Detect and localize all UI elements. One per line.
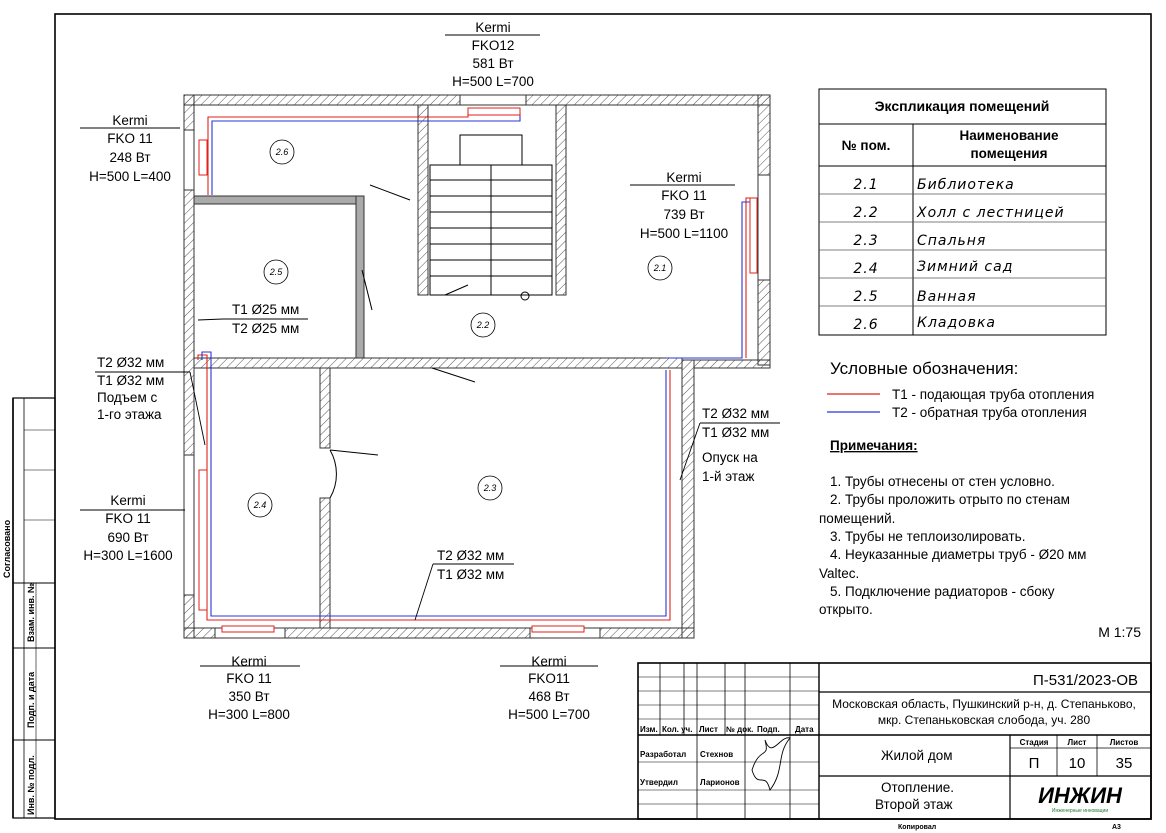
rad5-power: 350 Вт: [228, 689, 270, 704]
room-tag-2-1: 2.1: [653, 263, 667, 273]
note-line: Valtec.: [819, 566, 860, 581]
legend-t1-label: T1 - подающая труба отопления: [892, 387, 1095, 402]
rad3-power: 739 Вт: [663, 207, 705, 222]
explication-name: Кладовка: [917, 315, 996, 331]
tb-logo: ИНЖИН: [1038, 783, 1122, 808]
tb-sheet-label: Лист: [1067, 738, 1087, 747]
label-main-t2: T2 Ø32 мм: [437, 548, 505, 563]
tb-sheets-label: Листов: [1109, 738, 1139, 747]
rad4-model: FKO 11: [105, 511, 151, 526]
rad6-dims: H=500 L=700: [508, 707, 590, 722]
side-inv-vzam: Взам. инв. №: [26, 582, 36, 642]
label-riser-up-2: 1-го этажа: [97, 407, 162, 422]
label-riser-up-1: Подъем с: [97, 390, 158, 405]
tb-address-2: мкр. Степаньковская слобода, уч. 280: [877, 713, 1091, 727]
note-line: 1. Трубы отнесены от стен условно.: [830, 474, 1055, 489]
room-tag-2-3: 2.3: [483, 483, 497, 493]
tb-copied: Копировал: [898, 824, 937, 831]
rad4-brand: Kermi: [110, 493, 146, 508]
room-tag-2-2: 2.2: [476, 320, 490, 330]
label-riser-down-1: Опуск на: [702, 450, 758, 465]
rad1-power: 581 Вт: [472, 56, 514, 71]
note-line: 4. Неуказанные диаметры труб - Ø20 мм: [830, 547, 1087, 562]
explication-name: Спальня: [917, 233, 987, 249]
explication-num: 2.3: [853, 233, 879, 249]
tb-format: А3: [1112, 824, 1121, 831]
explication-num: 2.5: [853, 289, 879, 305]
rad2-power: 248 Вт: [109, 150, 151, 165]
note-line: 5. Подключение радиаторов - сбоку: [830, 584, 1055, 599]
rad3-brand: Kermi: [666, 170, 702, 185]
label-t2-25: T2 Ø25 мм: [232, 321, 300, 336]
tb-object: Жилой дом: [881, 748, 953, 763]
notes: [819, 438, 1141, 640]
staircase: [430, 135, 552, 300]
signature: [752, 738, 790, 790]
rad1-model: FKO12: [471, 38, 515, 53]
label-riser-down-t1: T1 Ø32 мм: [702, 425, 770, 440]
explication-num: 2.2: [853, 205, 879, 221]
explication-title: Экспликация помещений: [874, 98, 1050, 114]
explication-name: Холл с лестницей: [917, 205, 1065, 221]
note-line: открыто.: [819, 602, 873, 617]
side-inv-orig: Инв. № подл.: [26, 755, 36, 815]
tb-sheet: 10: [1068, 755, 1086, 772]
tb-logo-sub: Инженерные инновации: [1051, 808, 1109, 814]
tb-stage-label: Стадия: [1019, 738, 1049, 747]
note-line: 2. Трубы проложить отрыто по стенам: [830, 492, 1070, 507]
legend-t2-label: T2 - обратная труба отопления: [892, 405, 1087, 420]
tb-sheet-title-1: Отопление.: [881, 780, 954, 795]
rad4-dims: H=300 L=1600: [83, 548, 173, 563]
rad5-brand: Kermi: [231, 654, 267, 669]
rad2-dims: H=500 L=400: [89, 169, 171, 184]
rad1-brand: Kermi: [475, 20, 511, 35]
tb-name-2: Ларионов: [700, 778, 740, 787]
tb-role-2: Утвердил: [640, 778, 678, 787]
side-sign-date: Подп. и дата: [26, 671, 36, 728]
legend-title: Условные обозначения:: [830, 359, 1019, 378]
label-riser-up-t2: T2 Ø32 мм: [97, 355, 165, 370]
rad5-dims: H=300 L=800: [208, 707, 290, 722]
tb-role-1: Разработал: [640, 750, 687, 759]
tb-col-podp: Подп.: [757, 725, 780, 734]
tb-col-kol: Кол. уч.: [662, 725, 693, 734]
scale-label: М 1:75: [1098, 624, 1141, 640]
room-tag-2-6: 2.6: [275, 147, 289, 157]
rad3-model: FKO 11: [661, 188, 707, 203]
explication-col-num: № пом.: [841, 138, 891, 153]
explication-num: 2.1: [853, 177, 879, 193]
label-t1-25: T1 Ø25 мм: [232, 302, 300, 317]
rad6-power: 468 Вт: [528, 689, 570, 704]
tb-sheets: 35: [1115, 755, 1133, 772]
side-stamp: [2, 398, 55, 818]
explication-table: [819, 89, 1106, 335]
legend: [827, 359, 1094, 420]
label-riser-down-t2: T2 Ø32 мм: [702, 406, 770, 421]
explication-num: 2.4: [853, 261, 879, 277]
room-tag-2-5: 2.5: [269, 267, 283, 277]
rad3-dims: H=500 L=1100: [639, 226, 729, 241]
explication-name: Ванная: [917, 289, 977, 305]
tb-col-data: Дата: [795, 725, 814, 734]
rad6-brand: Kermi: [531, 654, 567, 669]
tb-address-1: Московская область, Пушкинский р-н, д. Степаньково,: [832, 697, 1136, 711]
explication-num: 2.6: [853, 317, 879, 333]
explication-col-name-2: помещения: [970, 146, 1048, 161]
rad2-brand: Kermi: [112, 113, 148, 128]
tb-col-list: Лист: [699, 725, 718, 734]
rad2-model: FKO 11: [107, 131, 153, 146]
explication-name: Библиотека: [917, 177, 1015, 193]
side-agreed: Согласовано: [2, 519, 12, 578]
note-line: 3. Трубы не теплоизолировать.: [830, 529, 1026, 544]
label-riser-down-2: 1-й этаж: [702, 469, 755, 484]
label-main-t1: T1 Ø32 мм: [437, 567, 505, 582]
label-riser-up-t1: T1 Ø32 мм: [97, 373, 165, 388]
title-block: [638, 663, 1151, 831]
rad1-dims: H=500 L=700: [452, 74, 534, 89]
rad5-model: FKO 11: [226, 671, 272, 686]
rad4-power: 690 Вт: [107, 530, 149, 545]
tb-stage: П: [1028, 755, 1040, 772]
tb-name-1: Стехнов: [700, 750, 734, 759]
tb-col-ndok: № док.: [726, 725, 754, 734]
notes-title: Примечания:: [830, 438, 918, 453]
explication-col-name-1: Наименование: [959, 128, 1059, 143]
note-line: помещений.: [819, 511, 896, 526]
tb-sheet-title-2: Второй этаж: [875, 797, 953, 812]
tb-col-izm: Изм.: [640, 725, 658, 734]
room-tag-2-4: 2.4: [253, 500, 267, 510]
explication-name: Зимний сад: [917, 259, 1014, 275]
tb-code: П-531/2023-ОВ: [1032, 672, 1138, 689]
rad6-model: FKO11: [528, 671, 570, 686]
